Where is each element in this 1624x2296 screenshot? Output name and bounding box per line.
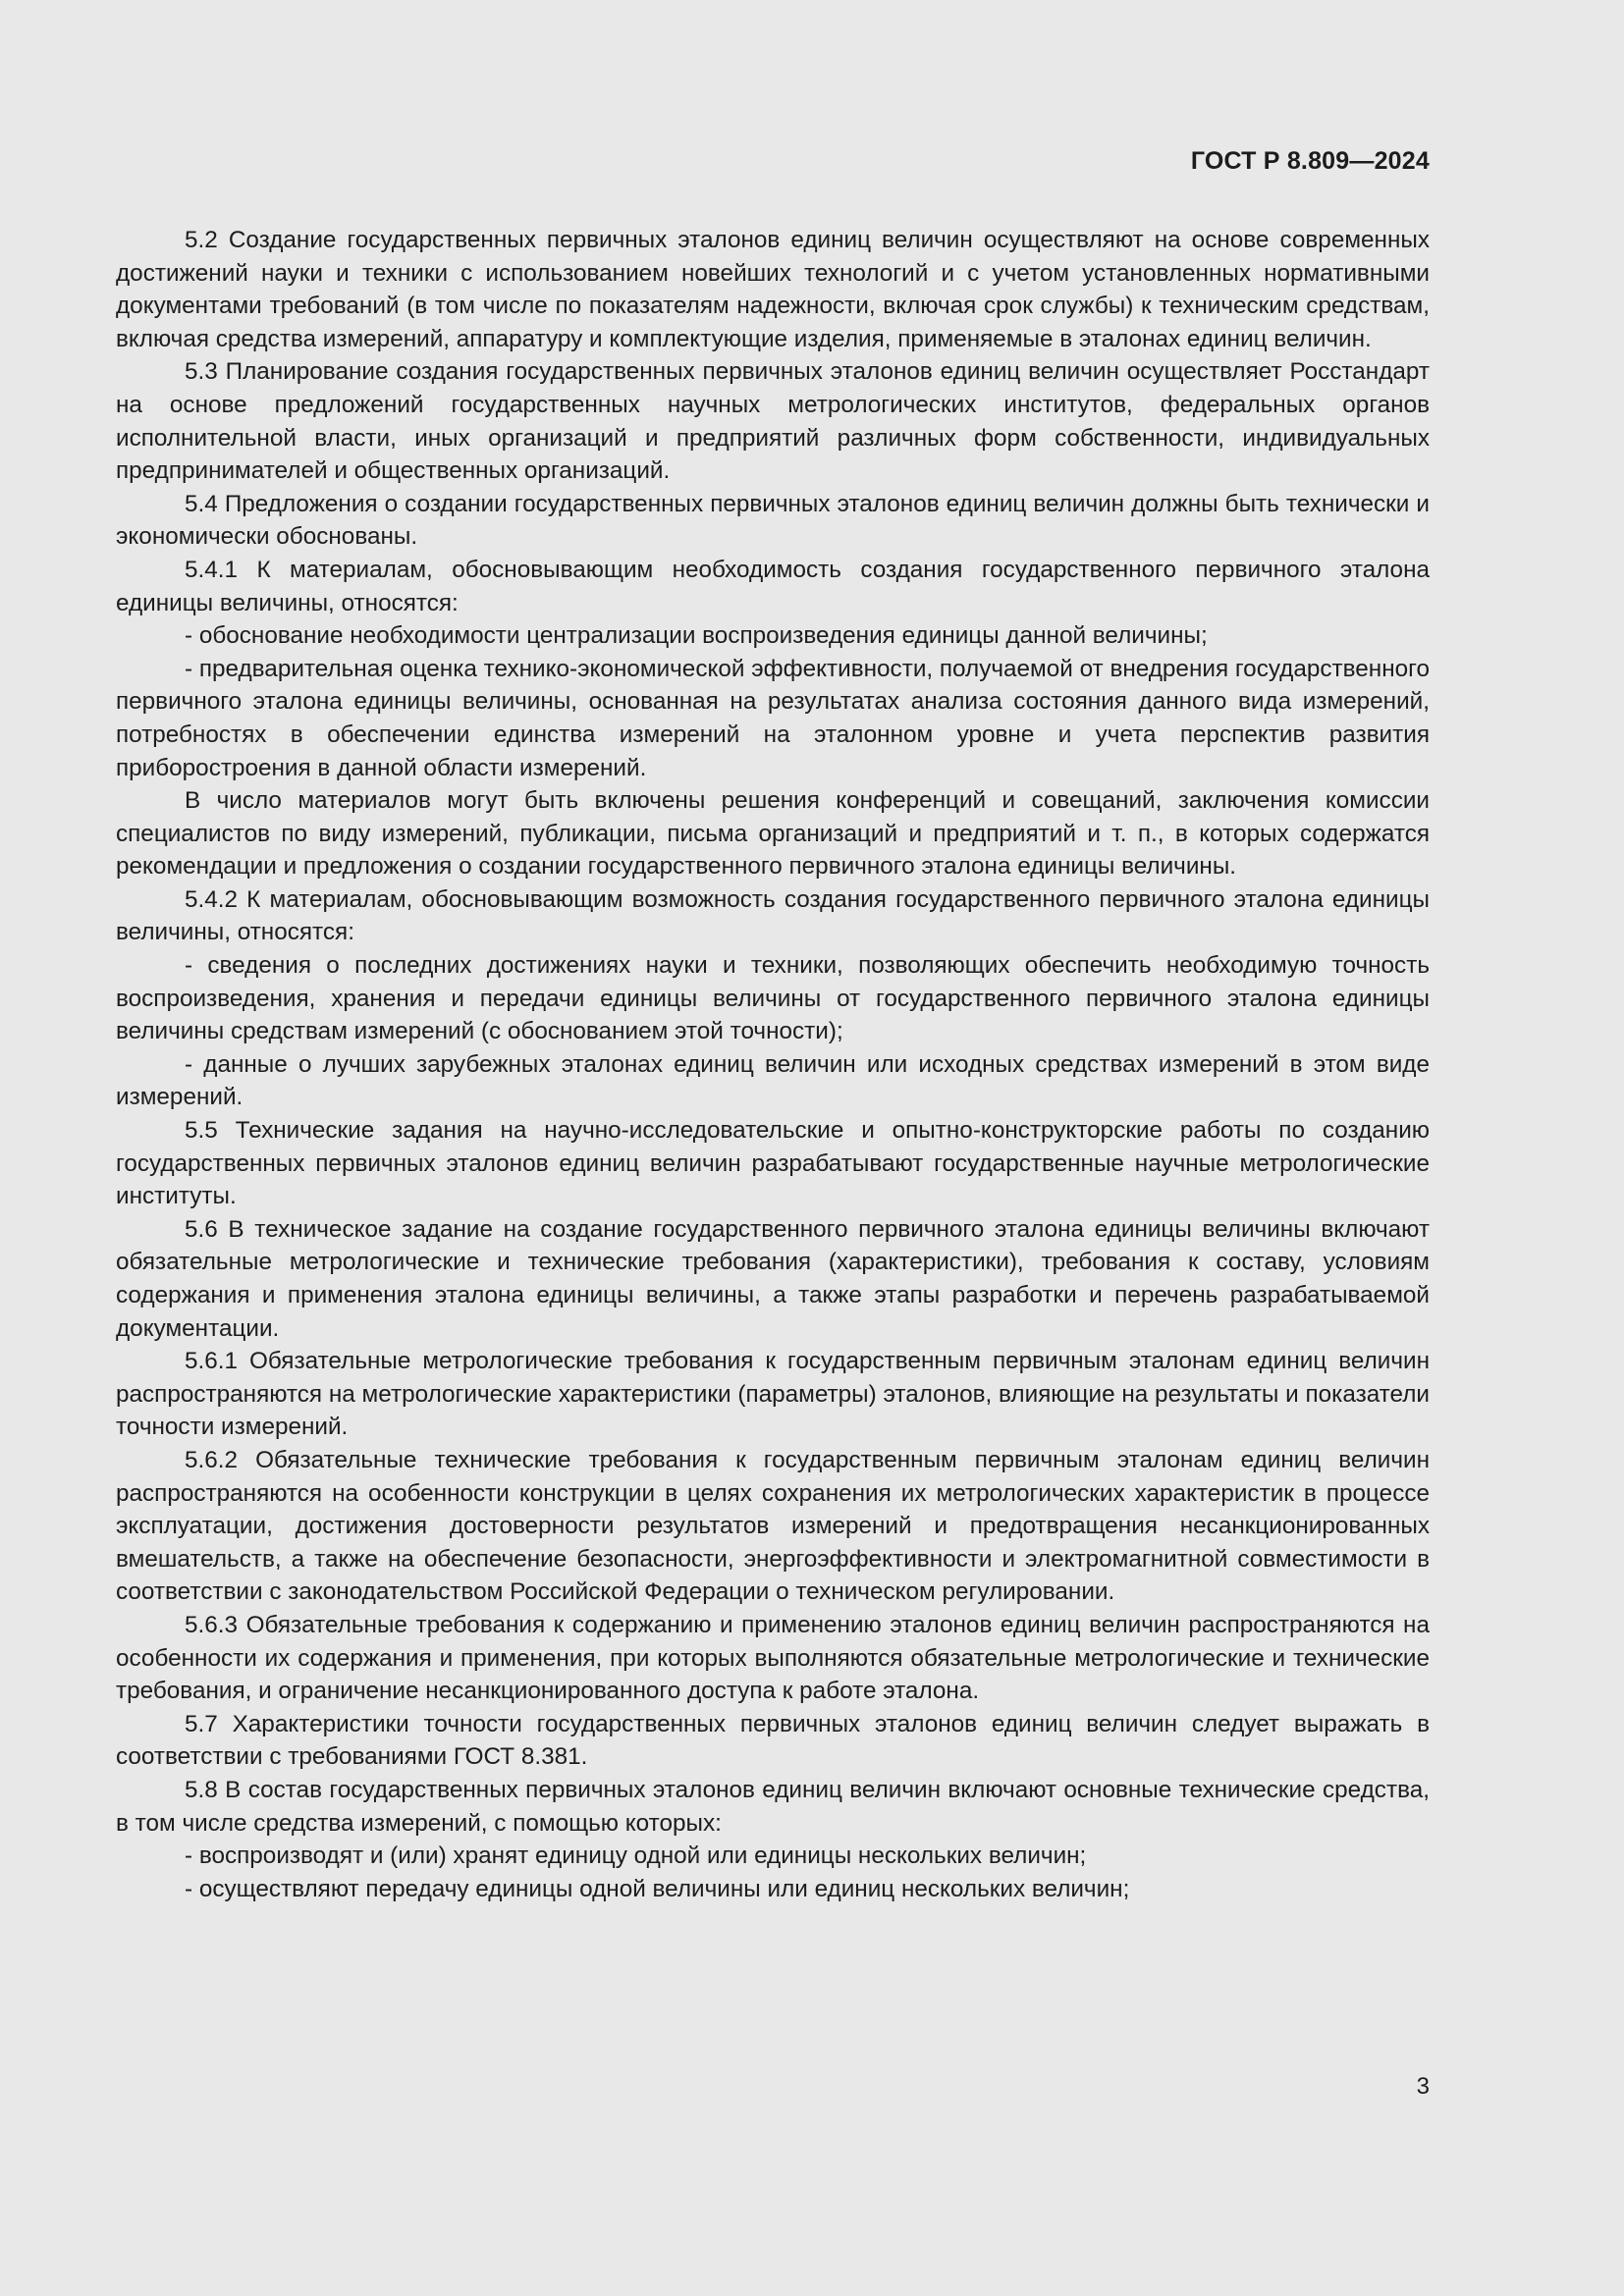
document-body [116,224,1430,1905]
paragraph-5-4-1: 5.4.1 К материалам, обосновывающим необходимость создания государственного первичного эталона единицы величины, относятся: [116,556,1430,616]
list-item: - осуществляют передачу единицы одной величины или единиц нескольких величин; [185,1875,1130,1902]
list-item: - предварительная оценка технико-экономической эффективности, получаемой от внедрения государственного первичного эталона единицы величины, основанная на результатах анализа состояния данного вида измерений, потребностях в обеспечении единства измерений на эталонном уровне и учета перспектив развития приборостроения в данной области измерений. [116,655,1430,781]
page-number: 3 [1416,2073,1430,2100]
paragraph-5-6: 5.6 В техническое задание на создание государственного первичного эталона единицы величины включают обязательные метрологические и технические требования (характеристики), требования к составу, условиям содержания и применения эталона единицы величины, а также этапы разработки и перечень разрабатываемой документации. [116,1215,1430,1342]
list-item: - сведения о последних достижениях науки и техники, позволяющих обеспечить необходимую точность воспроизведения, хранения и передачи единицы величины от государственного первичного эталона единицы величины средствам измерений (с обоснованием этой точности); [116,952,1430,1045]
paragraph-5-6-1: 5.6.1 Обязательные метрологические требования к государственным первичным эталонам единиц величин распространяются на метрологические характеристики (параметры) эталонов, влияющие на результаты и показатели точности измерений. [116,1348,1430,1441]
document-code-header: ГОСТ Р 8.809—2024 [1190,147,1430,175]
paragraph-5-6-3: 5.6.3 Обязательные требования к содержанию и применению эталонов единиц величин распространяются на особенности их содержания и применения, при которых выполняются обязательные метрологические и технические требования, и ограничение несанкционированного доступа к работе эталона. [116,1611,1430,1705]
paragraph-5-8: 5.8 В состав государственных первичных эталонов единиц величин включают основные технические средства, в том числе средства измерений, с помощью которых: [116,1776,1430,1837]
paragraph-5-2: 5.2 Создание государственных первичных эталонов единиц величин осуществляют на основе современных достижений науки и техники с использованием новейших технологий и с учетом установленных нормативными документами требований (в том числе по показателям надежности, включая срок службы) к техническим средствам, включая средства измерений, аппаратуру и комплектующие изделия, применяемые в эталонах единиц величин. [116,227,1430,352]
paragraph-5-5: 5.5 Технические задания на научно-исследовательские и опытно-конструкторские работы по созданию государственных первичных эталонов единиц величин разрабатывают государственные научные метрологические институты. [116,1117,1430,1210]
paragraph-materials-note: В число материалов могут быть включены решения конференций и совещаний, заключения комиссии специалистов по виду измерений, публикации, письма организаций и предприятий и т. п., в которых содержатся рекомендации и предложения о создании государственного первичного эталона единицы величины. [116,787,1430,881]
list-item: - данные о лучших зарубежных эталонах единиц величин или исходных средствах измерений в этом виде измерений. [116,1050,1430,1111]
list-item: - обоснование необходимости централизации воспроизведения единицы данной величины; [185,622,1208,650]
paragraph-5-4: 5.4 Предложения о создании государственных первичных эталонов единиц величин должны быть технически и экономически обоснованы. [116,490,1430,551]
paragraph-5-7: 5.7 Характеристики точности государственных первичных эталонов единиц величин следует выражать в соответствии с требованиями ГОСТ 8.381. [116,1710,1430,1771]
paragraph-5-4-2: 5.4.2 К материалам, обосновывающим возможность создания государственного первичного эталона единицы величины, относятся: [116,885,1430,946]
paragraph-5-3: 5.3 Планирование создания государственных первичных эталонов единиц величин осуществляет Росстандарт на основе предложений государственных научных метрологических институтов, федеральных органов исполнительной власти, иных организаций и предприятий различных форм собственности, индивидуальных предпринимателей и общественных организаций. [116,358,1430,485]
list-item: - воспроизводят и (или) хранят единицу одной или единицы нескольких величин; [185,1842,1087,1870]
paragraph-5-6-2: 5.6.2 Обязательные технические требования к государственным первичным эталонам единиц величин распространяются на особенности конструкции в целях сохранения их метрологических характеристик в процессе эксплуатации, достижения достоверности результатов измерений и предотвращения несанкционированных вмешательств, а также на обеспечение безопасности, энергоэффективности и электромагнитной совместимости в соответствии с законодательством Российской Федерации о техническом регулировании. [116,1446,1430,1606]
